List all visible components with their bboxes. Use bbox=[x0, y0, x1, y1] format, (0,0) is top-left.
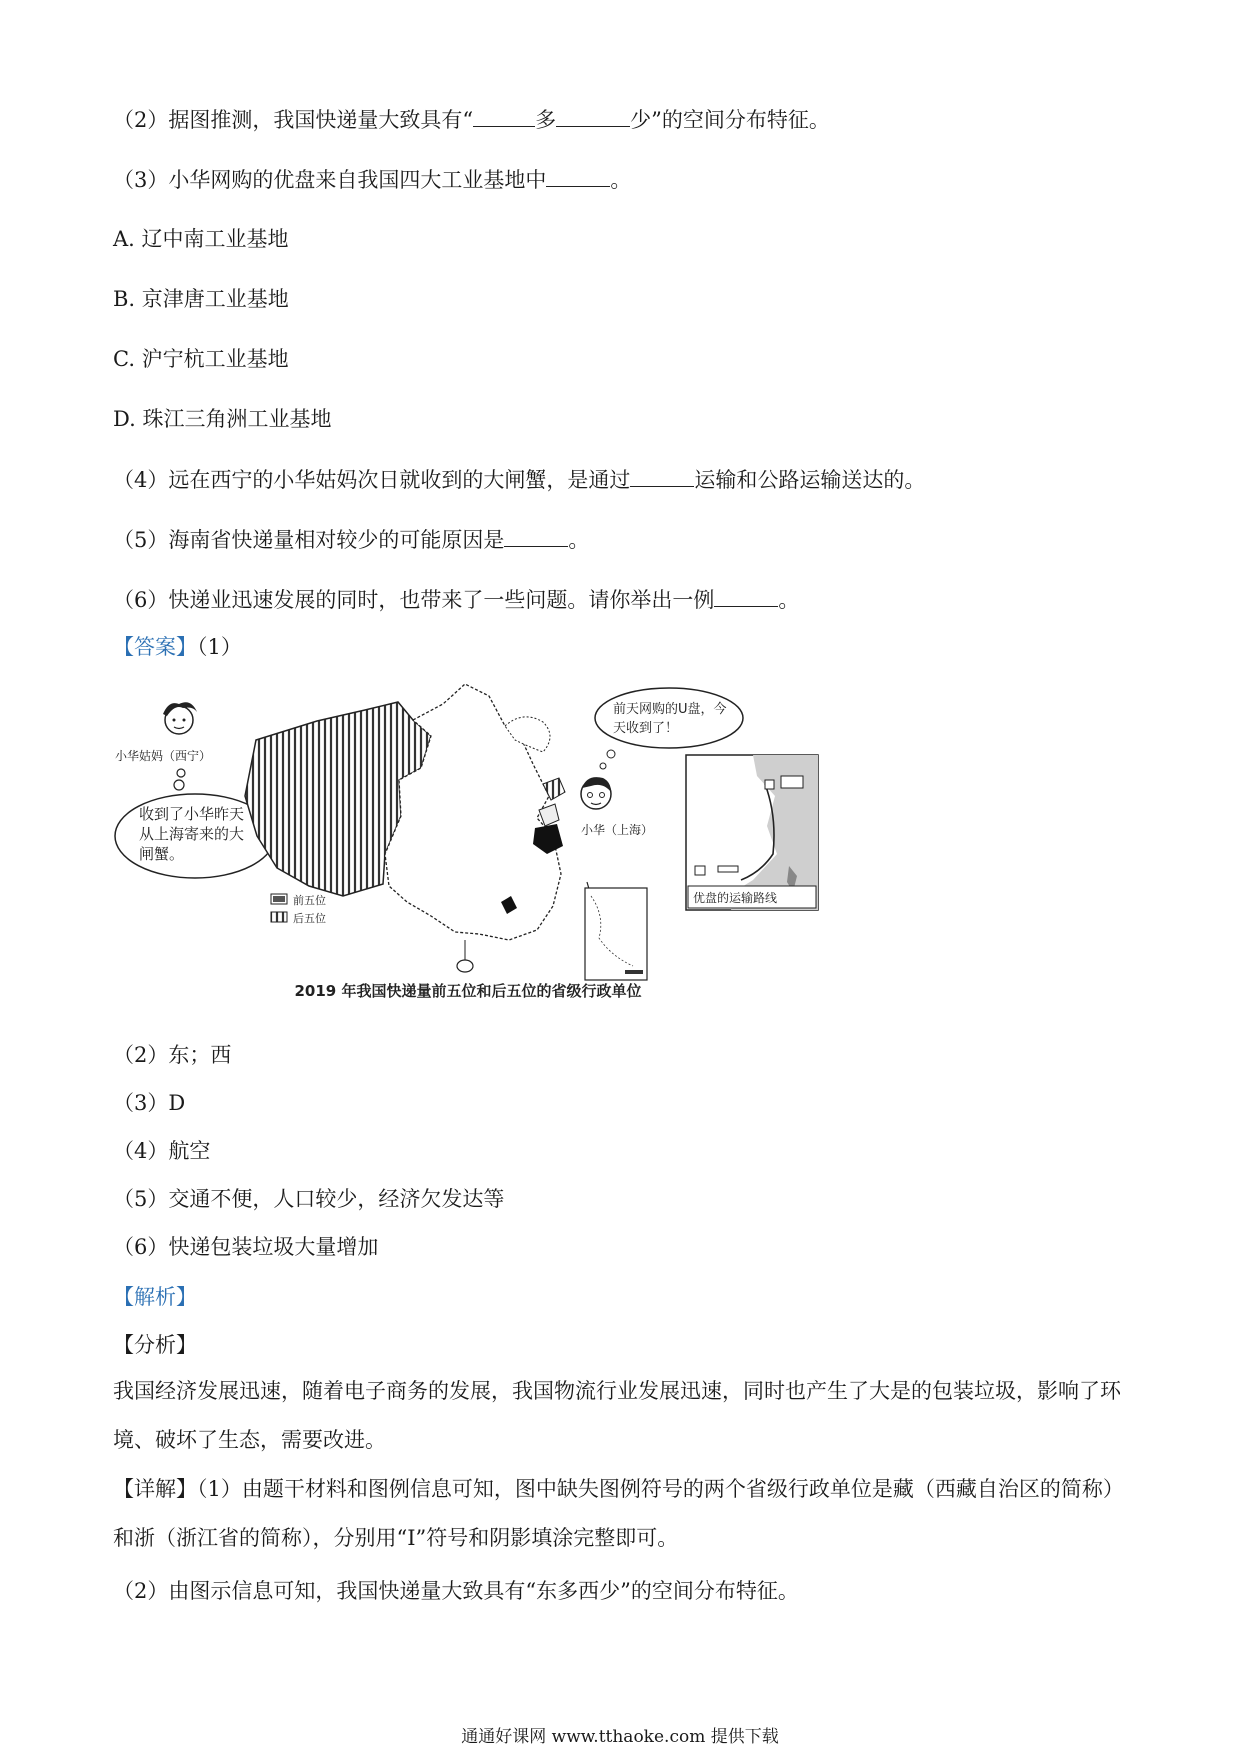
q3-text-before: （3）小华网购的优盘来自我国四大工业基地中 bbox=[113, 168, 547, 192]
analysis-detail-2: （2）由图示信息可知，我国快递量大致具有“东多西少”的空间分布特征。 bbox=[113, 1579, 799, 1603]
analysis-body: 我国经济发展迅速，随着电子商务的发展，我国物流行业发展迅速，同时也产生了大是的包装垃圾，影响了环境、破坏了生态，需要改进。 bbox=[113, 1379, 1121, 1452]
xiaohua-bubble-line-1: 前天网购的U盘，今 bbox=[613, 702, 727, 717]
route-caption: 优盘的运输路线 bbox=[693, 891, 778, 905]
question-3 bbox=[113, 164, 631, 195]
q4-text-before: （4）远在西宁的小华姑妈次日就收到的大闸蟹，是通过 bbox=[113, 468, 631, 492]
q6-blank bbox=[714, 584, 778, 607]
q6-text-after: 。 bbox=[778, 588, 800, 612]
aunt-bubble-line-3: 闸蟹。 bbox=[139, 845, 185, 863]
q6-text-before: （6）快递业迅速发展的同时，也带来了一些问题。请你举出一例 bbox=[113, 588, 715, 612]
answer-map-figure bbox=[113, 676, 823, 1006]
question-4 bbox=[113, 464, 925, 495]
figure-caption: 2019 年我国快递量前五位和后五位的省级行政单位 bbox=[294, 982, 642, 1000]
question-6 bbox=[113, 584, 799, 615]
answer-item-2: （2）东；西 bbox=[113, 1043, 232, 1067]
q5-blank bbox=[504, 524, 568, 547]
q2-blank-2 bbox=[556, 104, 630, 127]
q2-text-before: （2）据图推测，我国快递量大致具有“ bbox=[113, 108, 474, 132]
footer: 通通好课网 www.tthaoke.com 提供下载 bbox=[461, 1727, 779, 1747]
legend-bottom-five: 后五位 bbox=[293, 912, 326, 925]
option-b: B. 京津唐工业基地 bbox=[113, 287, 289, 311]
xiaohua-label: 小华（上海） bbox=[581, 823, 654, 837]
answer-item-6: （6）快递包装垃圾大量增加 bbox=[113, 1235, 379, 1259]
answer-heading bbox=[113, 632, 242, 662]
q2-text-mid: 多 bbox=[535, 108, 557, 132]
question-2 bbox=[113, 104, 830, 135]
question-5 bbox=[113, 524, 589, 555]
q5-text-before: （5）海南省快递量相对较少的可能原因是 bbox=[113, 528, 505, 552]
q2-text-after: 少”的空间分布特征。 bbox=[630, 108, 830, 132]
map-legend bbox=[271, 893, 326, 925]
aunt-label: 小华姑妈（西宁） bbox=[115, 749, 212, 763]
aunt-bubble-line-2: 从上海寄来的大 bbox=[139, 825, 245, 843]
answer-item-3: （3）D bbox=[113, 1091, 186, 1115]
q3-blank bbox=[546, 164, 610, 187]
analysis-detail-1 bbox=[113, 1465, 1133, 1563]
option-a: A. 辽中南工业基地 bbox=[113, 227, 289, 251]
legend-top-five: 前五位 bbox=[293, 894, 326, 907]
detail-1-text: （1）由题干材料和图例信息可知，图中缺失图例符号的两个省级行政单位是藏（西藏自治区的简称）和浙（浙江省的简称），分别用“I”符号和阴影填涂完整即可。 bbox=[113, 1477, 1124, 1550]
answer-first: （1） bbox=[197, 635, 242, 659]
hainan-island bbox=[457, 960, 473, 972]
usb-route-inset bbox=[686, 755, 818, 910]
china-map bbox=[245, 684, 591, 972]
answer-item-5: （5）交通不便，人口较少，经济欠发达等 bbox=[113, 1187, 505, 1211]
option-c: C. 沪宁杭工业基地 bbox=[113, 347, 289, 371]
q3-text-after: 。 bbox=[610, 168, 632, 192]
q4-blank bbox=[630, 464, 694, 487]
q5-text-after: 。 bbox=[568, 528, 590, 552]
aunt-bubble-line-1: 收到了小华昨天 bbox=[139, 805, 245, 823]
xiaohua-bubble-line-2: 天收到了！ bbox=[613, 721, 679, 736]
answer-tag: 【答案】 bbox=[113, 635, 197, 659]
south-china-sea-inset bbox=[585, 888, 647, 980]
q2-blank-1 bbox=[473, 104, 535, 127]
detail-tag: 【详解】 bbox=[113, 1477, 197, 1501]
analysis-tag: 【解析】 bbox=[113, 1285, 197, 1309]
answer-item-4: （4）航空 bbox=[113, 1139, 211, 1163]
q4-text-after: 运输和公路运输送达的。 bbox=[694, 468, 926, 492]
analysis-heading: 【分析】 bbox=[113, 1333, 197, 1357]
option-d: D. 珠江三角洲工业基地 bbox=[113, 407, 332, 431]
xiaohua-thought-bubble bbox=[595, 688, 743, 748]
